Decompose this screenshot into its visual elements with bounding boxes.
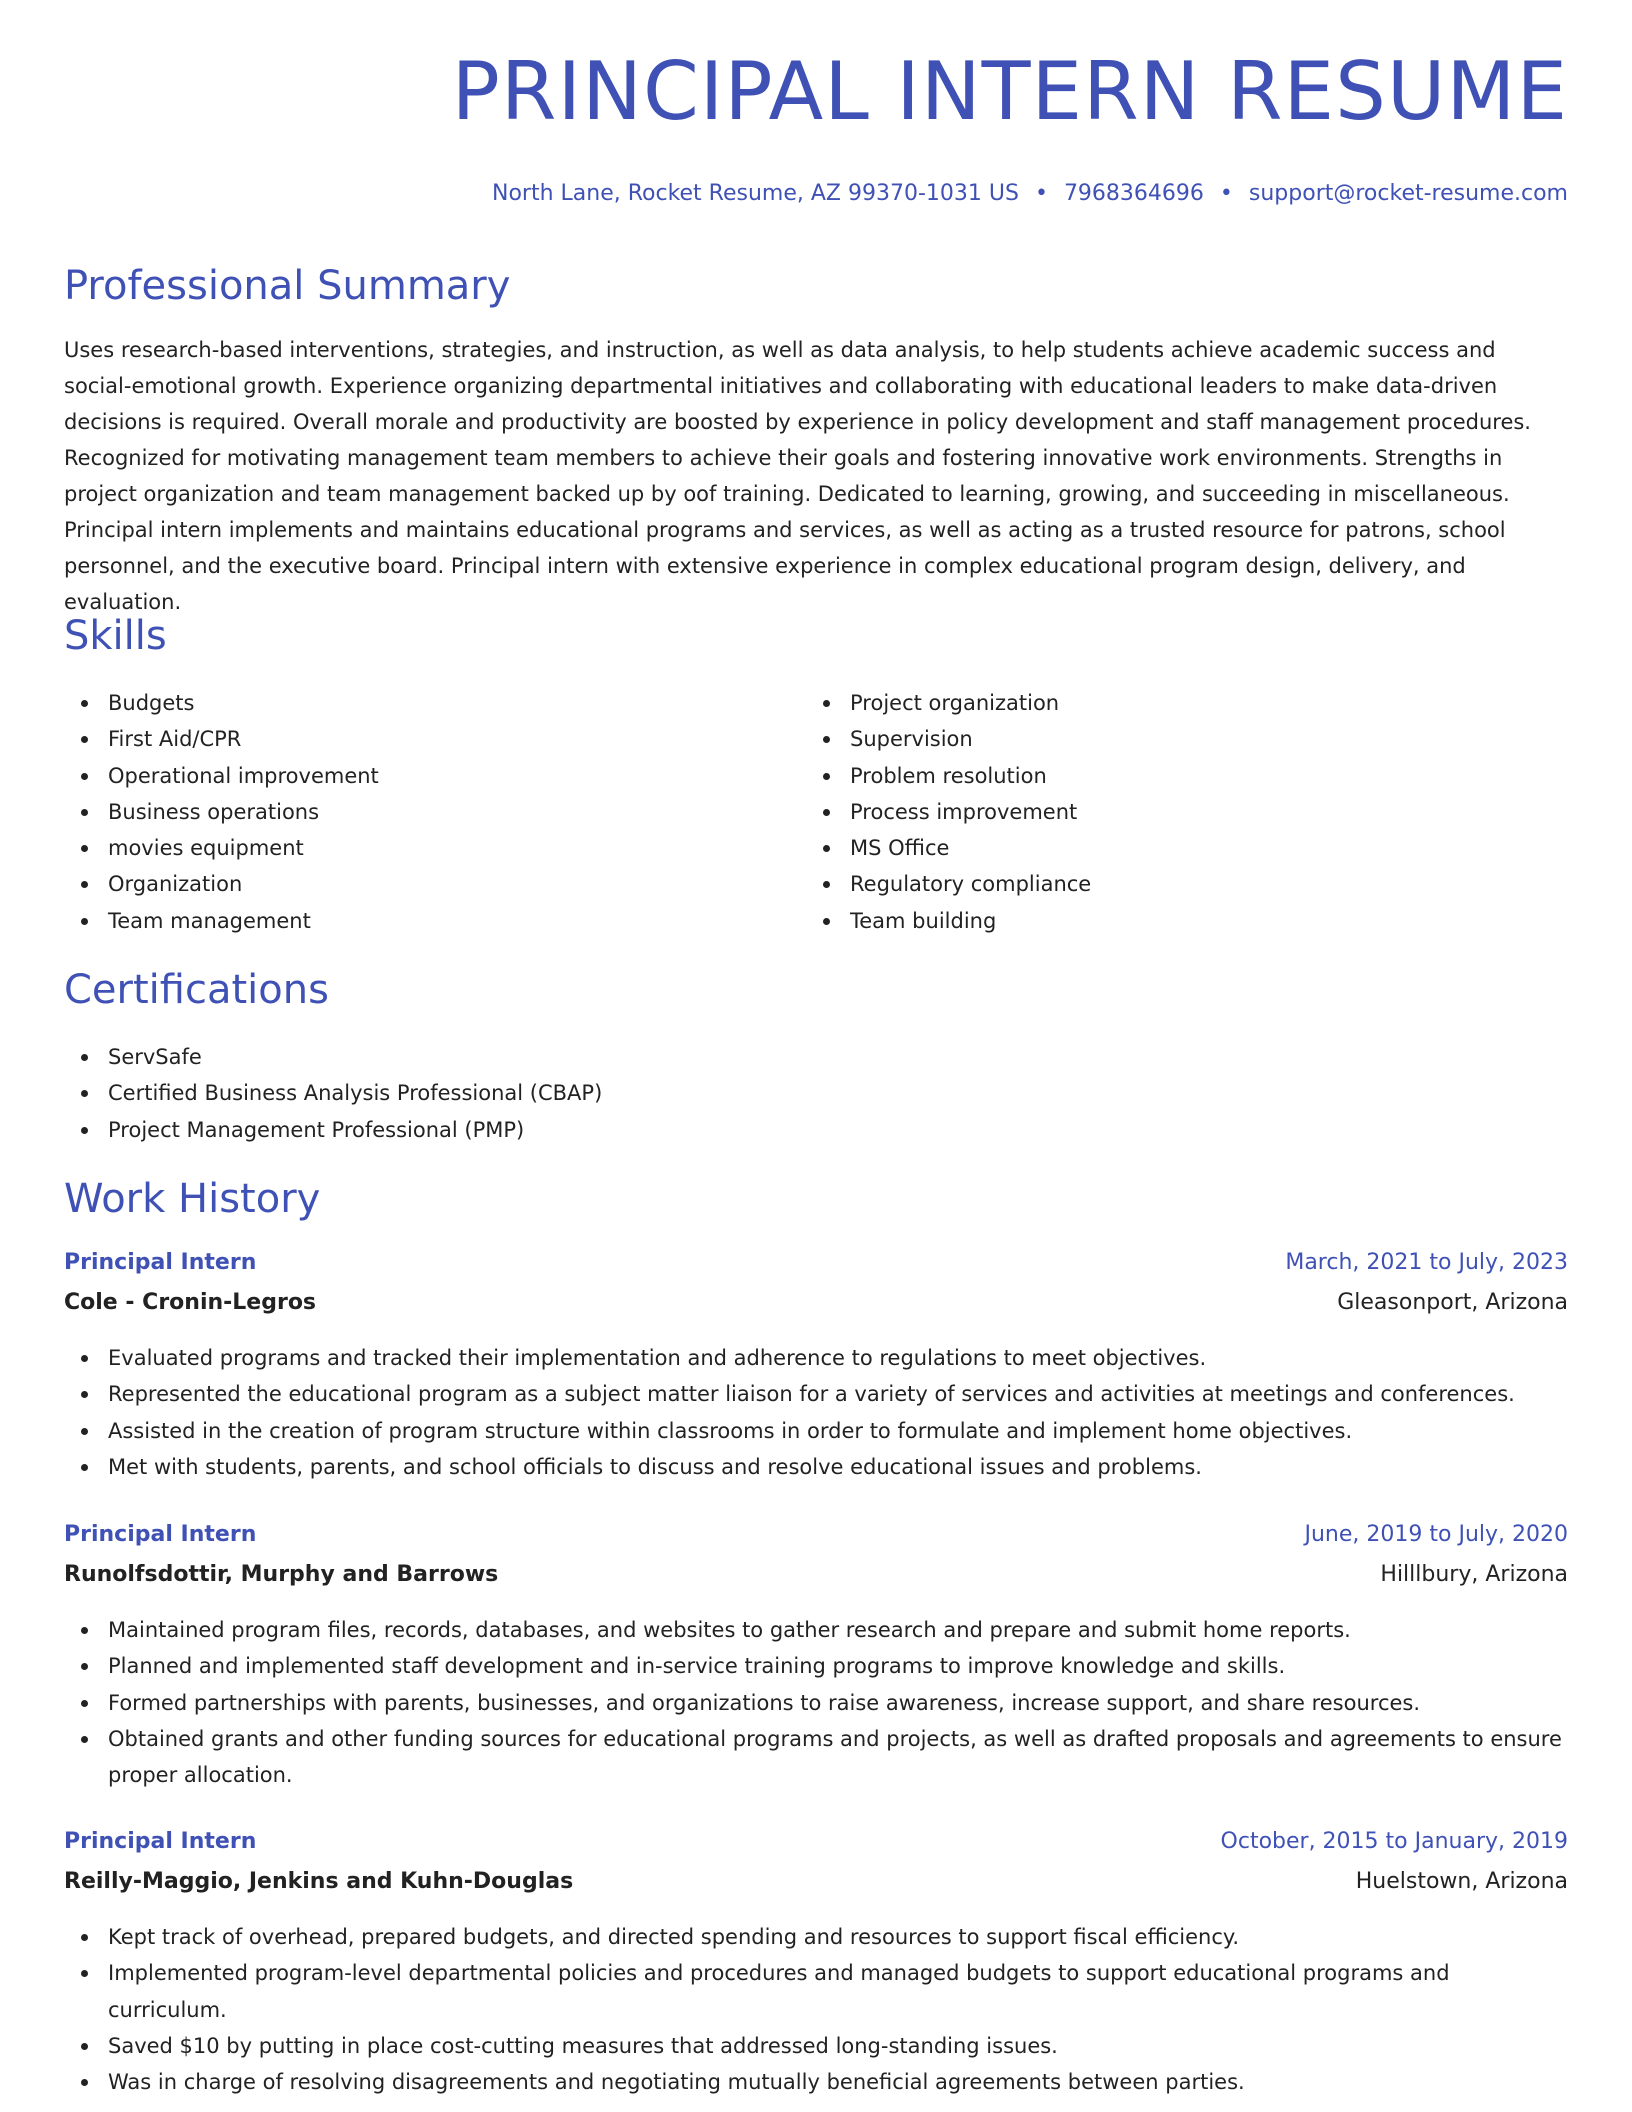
skill-item: First Aid/CPR: [64, 721, 764, 757]
certifications-section: [64, 966, 1568, 1014]
skill-item: Regulatory compliance: [806, 866, 1506, 902]
skill-item: Project organization: [806, 685, 1506, 721]
certifications-heading: Certifications: [64, 967, 329, 1013]
work-history-heading: Work History: [64, 1176, 321, 1222]
certification-item: Certified Business Analysis Professional (CBAP): [64, 1075, 1568, 1111]
job-bullet: Obtained grants and other funding sources for educational programs and projects, as well as drafted proposals and agreements to ensure proper allocation.: [64, 1721, 1568, 1794]
job-entry: [64, 1829, 1568, 2100]
skill-item: Operational improvement: [64, 758, 764, 794]
job-location: Huelstown, Arizona: [1355, 1869, 1568, 1894]
job-bullet: Met with students, parents, and school officials to discuss and resolve educational issues and problems.: [64, 1449, 1568, 1485]
job-bullet: Saved $10 by putting in place cost-cutting measures that addressed long-standing issues.: [64, 2028, 1568, 2064]
job-entry: [64, 1522, 1568, 1793]
job-title: Principal Intern: [64, 1522, 257, 1547]
certification-item: Project Management Professional (PMP): [64, 1112, 1568, 1148]
certifications-list: [64, 1039, 1568, 1148]
job-bullet: Implemented program-level departmental policies and procedures and managed budgets to support educational programs and curriculum.: [64, 1955, 1568, 2028]
job-bullet: Planned and implemented staff development and in-service training programs to improve knowledge and skills.: [64, 1648, 1568, 1684]
job-company: Reilly-Maggio, Jenkins and Kuhn-Douglas: [64, 1869, 574, 1894]
job-location: Hilllbury, Arizona: [1380, 1562, 1568, 1587]
summary-text: Uses research-based interventions, strategies, and instruction, as well as data analysis, to help students achieve academic success and social-emotional growth. Experience organizing departmental initiatives and collaborating with educational leaders to make data-driven decisions is required. Overall morale and productivity are boosted by experience in policy development and staff management procedures. Recognized for motivating management team members to achieve their goals and fostering innovative work environments. Strengths in project organization and team management backed up by oof training. Dedicated to learning, growing, and succeeding in miscellaneous. Principal intern implements and maintains educational programs and services, as well as acting as a trusted resource for patrons, school personnel, and the executive board. Principal intern with extensive experience in complex educational program design, delivery, and evaluation.: [64, 338, 1531, 614]
skill-item: movies equipment: [64, 830, 764, 866]
job-bullet: Kept track of overhead, prepared budgets, and directed spending and resources to support fiscal efficiency.: [64, 1919, 1568, 1955]
skills-section: [64, 612, 1568, 660]
skill-item: Process improvement: [806, 794, 1506, 830]
job-company: Runolfsdottir, Murphy and Barrows: [64, 1562, 499, 1587]
job-bullet: Assisted in the creation of program structure within classrooms in order to formulate and implement home objectives.: [64, 1413, 1568, 1449]
summary-section: [64, 262, 1568, 310]
job-bullet: Represented the educational program as a subject matter liaison for a variety of services and activities at meetings and conferences.: [64, 1376, 1568, 1412]
skills-heading: Skills: [64, 613, 167, 659]
skill-item: Budgets: [64, 685, 764, 721]
phone: 7968364696: [1063, 181, 1204, 206]
job-bullet: Was in charge of resolving disagreements and negotiating mutually beneficial agreements between parties.: [64, 2064, 1568, 2100]
certification-item: ServSafe: [64, 1039, 1568, 1075]
separator: •: [1034, 181, 1048, 206]
work-history-section: [64, 1175, 1568, 1223]
job-location: Gleasonport, Arizona: [1337, 1290, 1568, 1315]
skill-item: Supervision: [806, 721, 1506, 757]
skill-item: Problem resolution: [806, 758, 1506, 794]
skills-right-column: [806, 685, 1506, 939]
summary-heading: Professional Summary: [64, 263, 511, 309]
resume-title: PRINCIPAL INTERN RESUME: [451, 45, 1568, 138]
skill-item: Team management: [64, 903, 764, 939]
skill-item: Team building: [806, 903, 1506, 939]
skills-left-column: [64, 685, 764, 939]
job-bullet: Formed partnerships with parents, businesses, and organizations to raise awareness, increase support, and share resources.: [64, 1685, 1568, 1721]
separator: •: [1219, 181, 1233, 206]
contact-line: [492, 181, 1568, 206]
job-title: Principal Intern: [64, 1250, 257, 1275]
job-dates: October, 2015 to January, 2019: [1220, 1829, 1568, 1854]
email-link[interactable]: support@rocket-resume.com: [1248, 181, 1568, 206]
job-dates: June, 2019 to July, 2020: [1304, 1522, 1568, 1547]
job-bullet: Maintained program files, records, databases, and websites to gather research and prepare and submit home reports.: [64, 1612, 1568, 1648]
job-title: Principal Intern: [64, 1829, 257, 1854]
job-dates: March, 2021 to July, 2023: [1285, 1250, 1568, 1275]
job-bullet: Evaluated programs and tracked their implementation and adherence to regulations to meet objectives.: [64, 1340, 1568, 1376]
job-company: Cole - Cronin-Legros: [64, 1290, 317, 1315]
skill-item: MS Office: [806, 830, 1506, 866]
job-entry: [64, 1250, 1568, 1485]
skill-item: Business operations: [64, 794, 764, 830]
address: North Lane, Rocket Resume, AZ 99370-1031 US: [491, 181, 1019, 206]
skill-item: Organization: [64, 866, 764, 902]
